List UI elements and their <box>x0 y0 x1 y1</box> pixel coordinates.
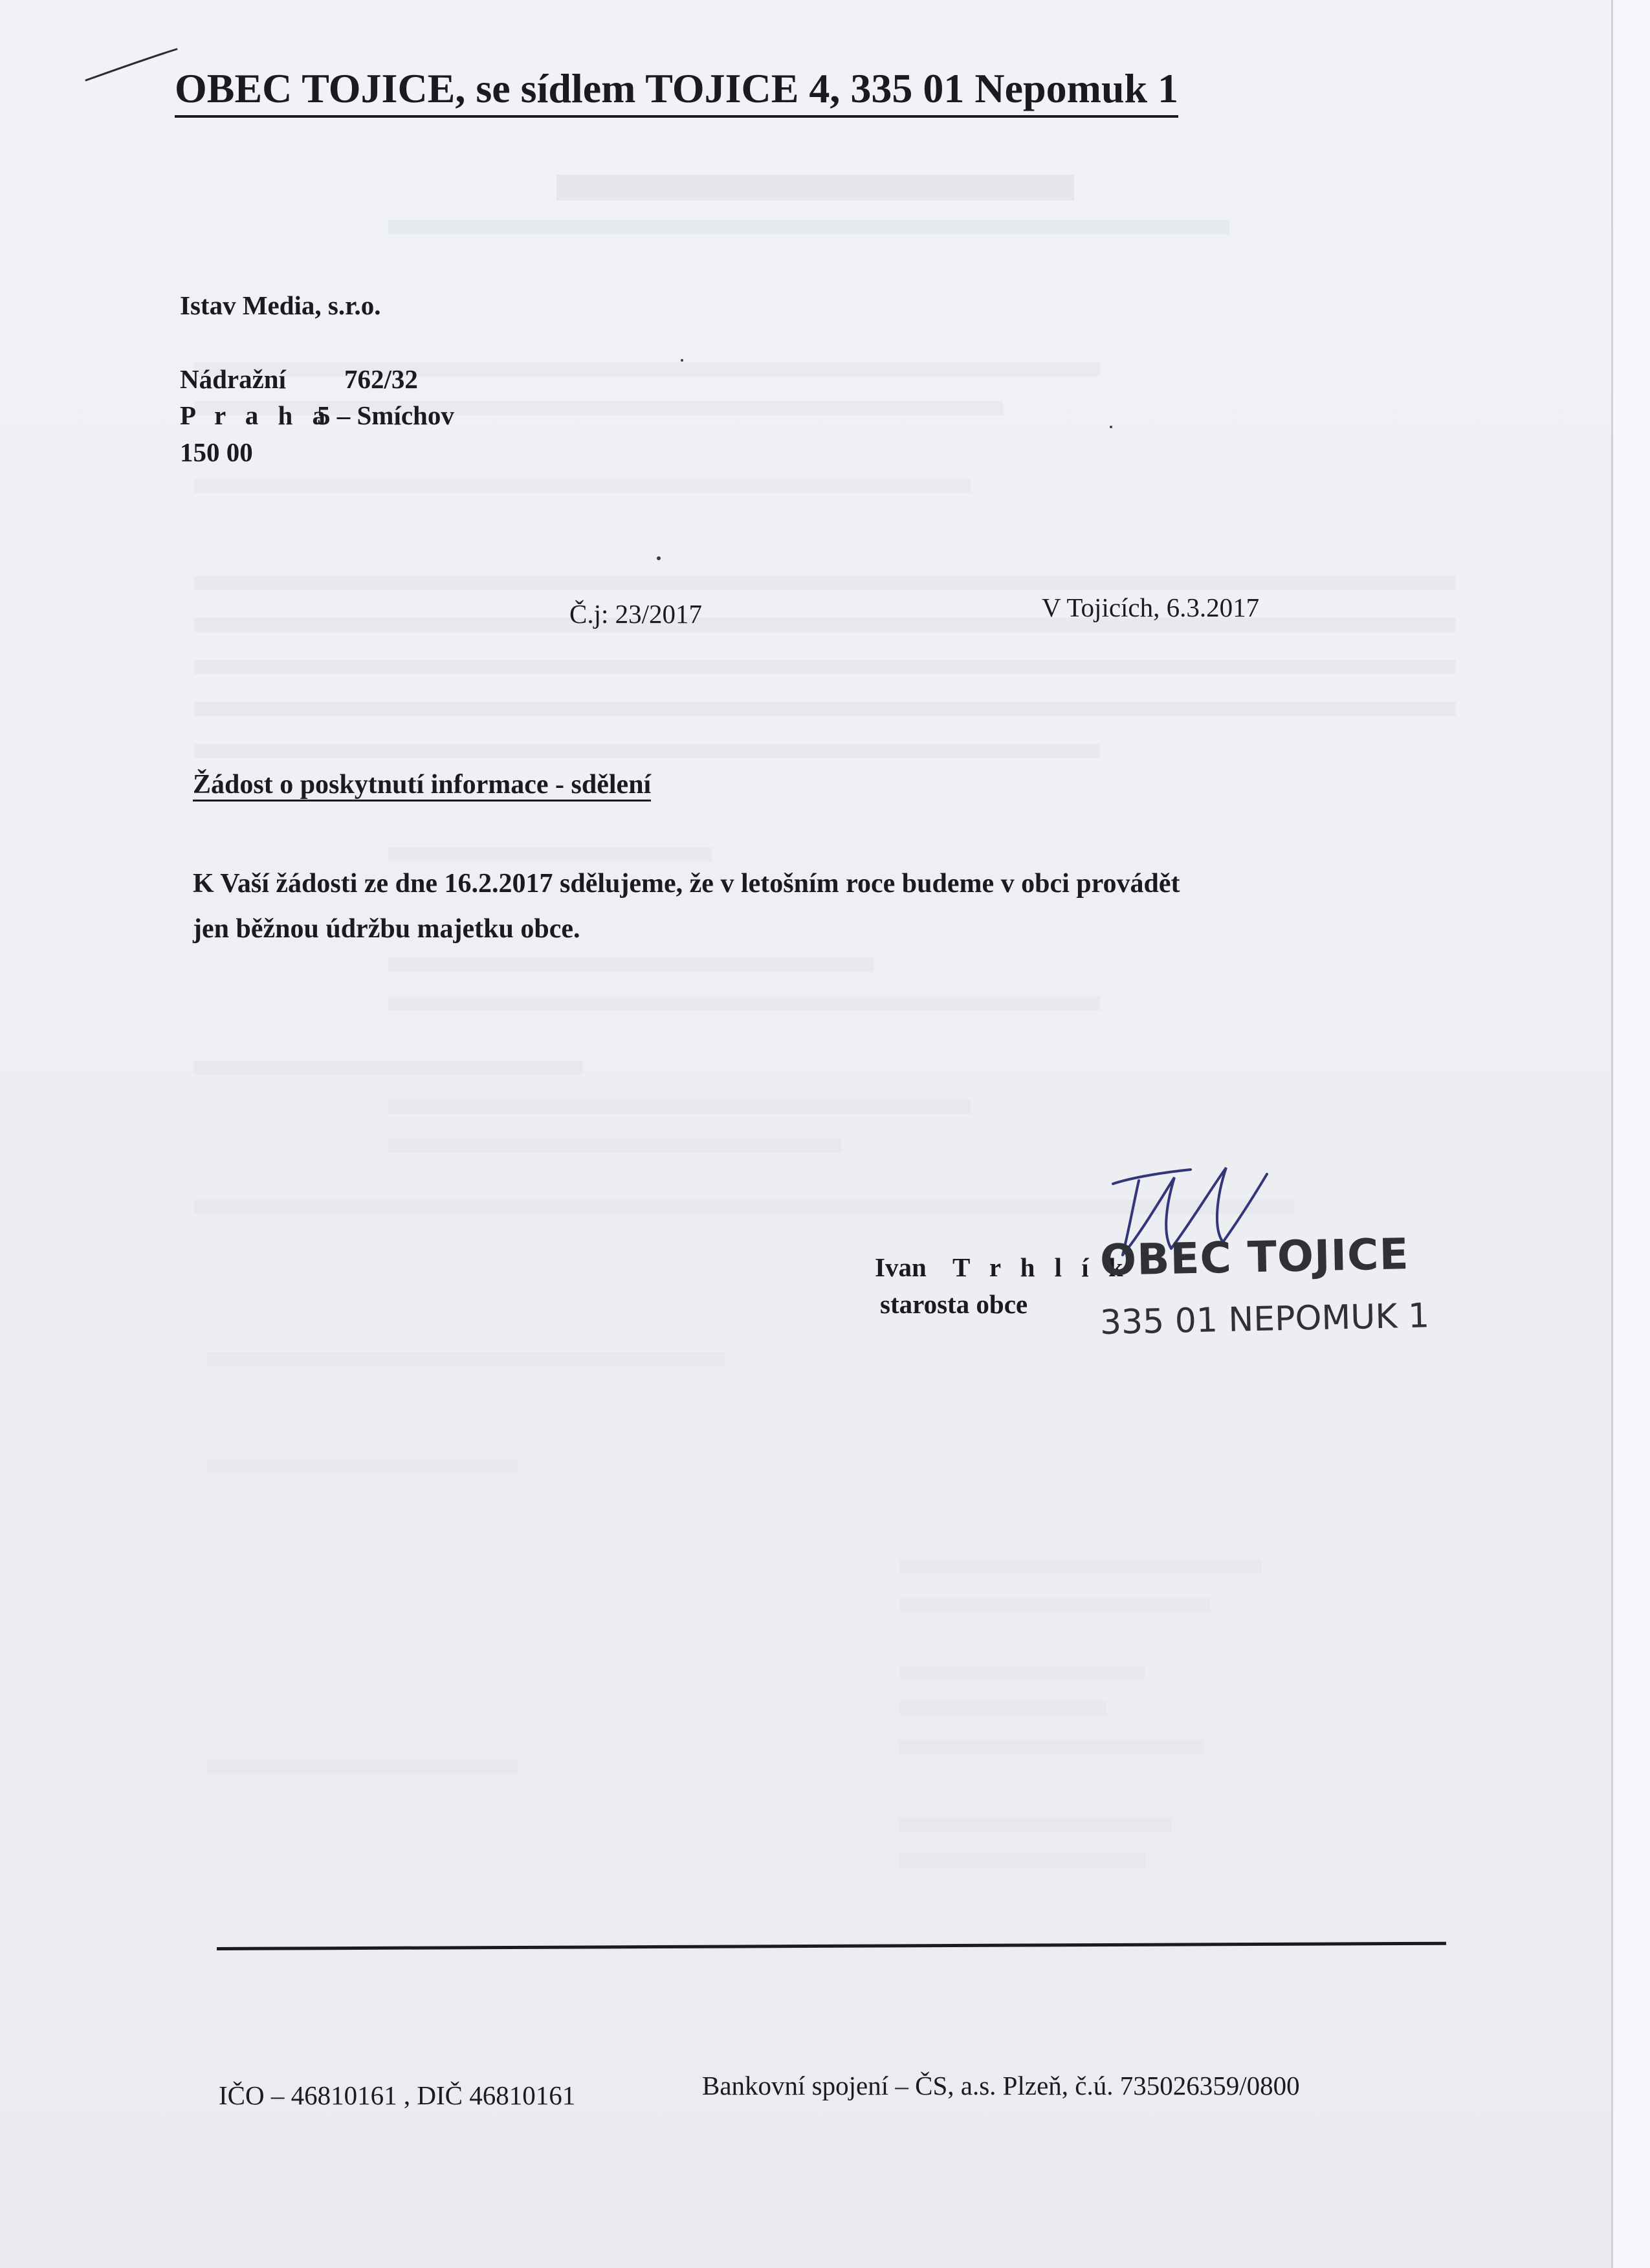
body-line-2: jen běžnou údržbu majetku obce. <box>193 914 580 944</box>
page-edge <box>1613 0 1650 2268</box>
subject-heading: Žádost o poskytnutí informace - sdělení <box>193 770 651 801</box>
recipient-street-name: Nádražní <box>180 364 286 394</box>
footer-ids: IČO – 46810161 , DIČ 46810161 <box>219 2080 576 2110</box>
stamp-address: 335 01 NEPOMUK 1 <box>1099 1296 1430 1342</box>
letterhead-title: OBEC TOJICE, se sídlem TOJICE 4, 335 01 Nepomuk 1 <box>175 65 1178 118</box>
body-line-1: K Vaší žádosti ze dne 16.2.2017 sdělujeme, že v letošním roce budeme v obci provádět <box>193 869 1180 899</box>
footer-bank: Bankovní spojení – ČS, a.s. Plzeň, č.ú. 735026359/0800 <box>702 2071 1300 2100</box>
pencil-stroke-mark <box>83 47 180 85</box>
signatory-first-name: Ivan <box>875 1252 927 1282</box>
scan-speck <box>1110 426 1112 428</box>
stamp-title: OBEC TOJICE <box>1099 1229 1410 1285</box>
recipient-street-number: 762/32 <box>344 364 418 394</box>
signatory-last-name: T r h l í k <box>952 1252 1130 1282</box>
scan-speck <box>681 359 683 362</box>
reference-number: Č.j: 23/2017 <box>569 599 703 629</box>
recipient-company: Istav Media, s.r.o. <box>180 290 381 320</box>
recipient-city: P r a h a <box>180 400 333 430</box>
place-and-date: V Tojicích, 6.3.2017 <box>1042 593 1260 622</box>
scan-speck <box>657 556 661 560</box>
recipient-district: 5 – Smíchov <box>317 400 454 430</box>
signatory-role: starosta obce <box>880 1289 1028 1319</box>
recipient-postal-code: 150 00 <box>180 437 253 467</box>
